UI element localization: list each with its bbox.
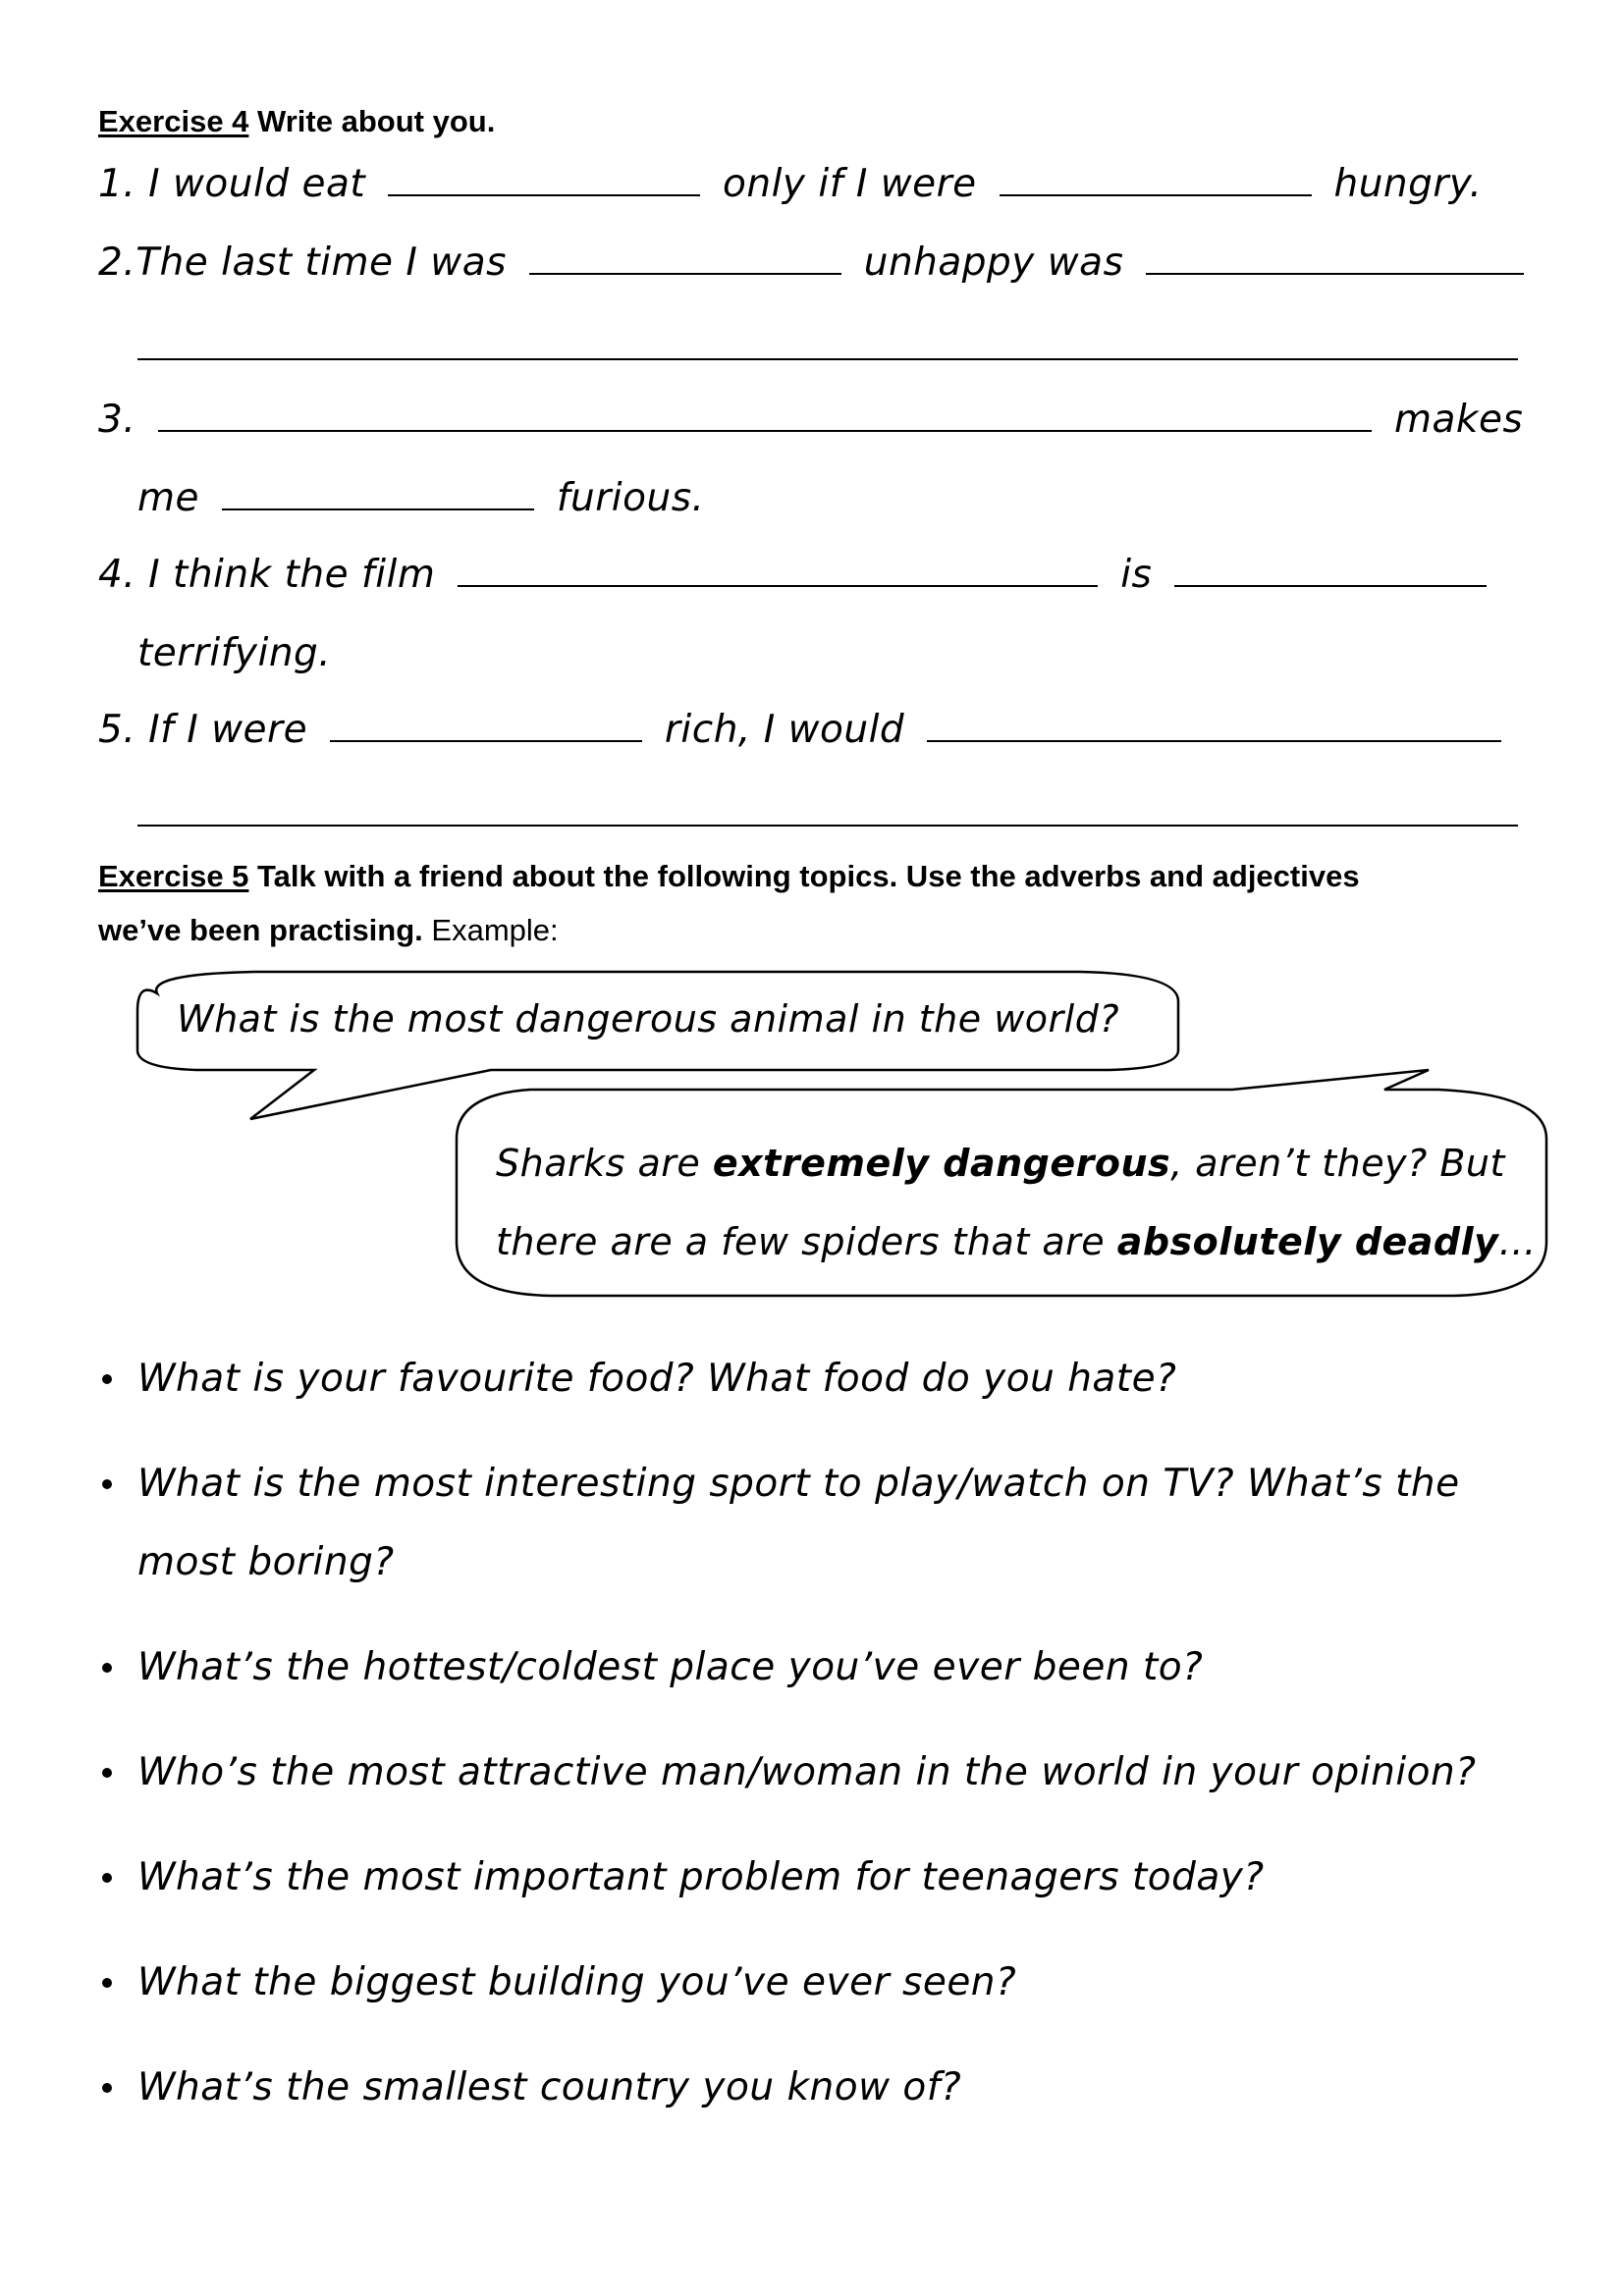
bullet-icon bbox=[102, 1663, 112, 1673]
item-text: The last time I was bbox=[135, 240, 507, 285]
item-number: 2. bbox=[98, 240, 136, 285]
item-number: 1. bbox=[98, 162, 136, 206]
item-text: rich, I would bbox=[664, 708, 905, 752]
topics-list bbox=[98, 1340, 1571, 2154]
item-number: 4. bbox=[98, 553, 136, 597]
topic-text: Who’s the most attractive man/woman in the world in your opinion? bbox=[137, 1750, 1477, 1794]
topic-item bbox=[98, 1734, 1571, 1812]
exercise-4-label: Exercise 4 bbox=[98, 104, 249, 138]
topic-item bbox=[98, 1944, 1571, 2022]
exercise-5-instruction: Talk with a friend about the following topics. Use the adverbs and adjectives bbox=[257, 859, 1360, 893]
bullet-icon bbox=[102, 1873, 112, 1883]
bullet-icon bbox=[102, 1768, 112, 1778]
item-number: 5. bbox=[98, 708, 136, 752]
topic-item bbox=[98, 1340, 1571, 1418]
topic-item bbox=[98, 1839, 1571, 1917]
item-text: furious. bbox=[556, 476, 705, 520]
bubble-text-emphasis: extremely dangerous bbox=[712, 1142, 1171, 1185]
topic-text: What is your favourite food? What food do you hate? bbox=[137, 1357, 1177, 1401]
item-text: makes bbox=[1394, 398, 1524, 442]
bubble-text-emphasis: absolutely deadly bbox=[1116, 1220, 1499, 1263]
bubble-text: Sharks are bbox=[496, 1142, 701, 1185]
item-text: me bbox=[137, 476, 199, 520]
exercise-5-label: Exercise 5 bbox=[98, 859, 249, 893]
bubble-answer-line-2 bbox=[496, 1217, 1537, 1266]
item-text: is bbox=[1120, 553, 1153, 597]
item-text: only if I were bbox=[723, 162, 977, 206]
topic-item bbox=[98, 1445, 1551, 1602]
bubble-text: , aren’t they? But bbox=[1170, 1142, 1505, 1185]
bubble-answer-line-1 bbox=[496, 1139, 1505, 1188]
bullet-icon bbox=[102, 1978, 112, 1988]
item-number: 3. bbox=[98, 398, 136, 442]
topic-text: What is the most interesting sport to play/watch on TV? What’s the most boring? bbox=[137, 1462, 1460, 1584]
example-label: Example: bbox=[431, 913, 559, 947]
topic-text: What the biggest building you’ve ever seen? bbox=[137, 1960, 1017, 2004]
bullet-icon bbox=[102, 1374, 112, 1384]
bubble-text: … bbox=[1498, 1220, 1537, 1263]
item-text: terrifying. bbox=[137, 631, 332, 675]
item-text: If I were bbox=[148, 708, 308, 752]
bubble-text: there are a few spiders that are bbox=[496, 1220, 1106, 1263]
exercise-4-instruction: Write about you. bbox=[257, 104, 496, 138]
bullet-icon bbox=[102, 2083, 112, 2093]
item-text: hungry. bbox=[1333, 162, 1483, 206]
topic-text: What’s the most important problem for teenagers today? bbox=[137, 1855, 1265, 1899]
exercise-5-instruction-cont: we’ve been practising. bbox=[98, 913, 423, 947]
item-text: I would eat bbox=[148, 162, 366, 206]
bubble-question-text: What is the most dangerous animal in the world? bbox=[177, 997, 1119, 1041]
item-text: I think the film bbox=[148, 553, 436, 597]
topic-text: What’s the hottest/coldest place you’ve ever been to? bbox=[137, 1645, 1204, 1689]
bullet-icon bbox=[102, 1479, 112, 1489]
item-text: unhappy was bbox=[863, 240, 1124, 285]
topic-item bbox=[98, 1629, 1571, 1707]
topic-item bbox=[98, 2049, 1571, 2127]
topic-text: What’s the smallest country you know of? bbox=[137, 2065, 962, 2109]
